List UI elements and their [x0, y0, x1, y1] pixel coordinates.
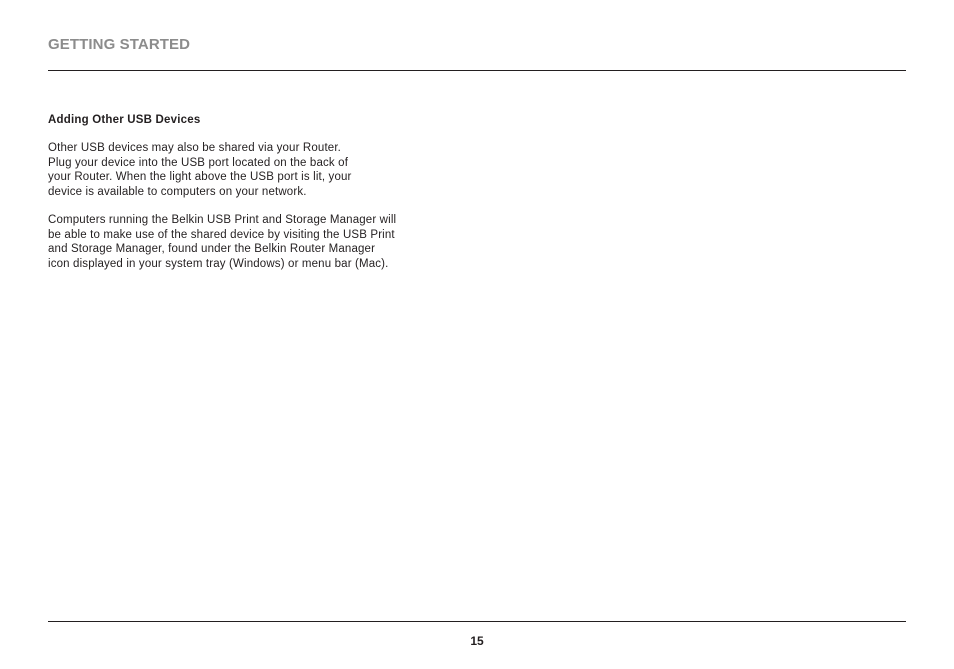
- paragraph-line: Plug your device into the USB port located on the back of: [48, 156, 349, 169]
- paragraph-line: Computers running the Belkin USB Print and Storage Manager will: [48, 214, 397, 226]
- page-number: 15: [470, 634, 484, 648]
- paragraph-line: be able to make use of the shared device by visiting the USB Print: [48, 228, 395, 241]
- paragraph-line: and Storage Manager, found under the Belkin Router Manager: [48, 243, 376, 255]
- paragraph-storage-manager: [48, 213, 448, 271]
- paragraph-line: your Router. When the light above the USB port is lit, your: [48, 171, 352, 183]
- paragraph-usb-sharing: [48, 141, 448, 199]
- footer-divider: [48, 621, 906, 622]
- paragraph-line: device is available to computers on your network.: [48, 185, 307, 198]
- paragraph-line: icon displayed in your system tray (Windows) or menu bar (Mac).: [48, 257, 389, 270]
- section-title: GETTING STARTED: [48, 36, 191, 53]
- main-content: [48, 113, 448, 285]
- subheading: Adding Other USB Devices: [48, 114, 201, 126]
- header-divider: [48, 70, 906, 71]
- paragraph-line: Other USB devices may also be shared via your Router.: [48, 142, 342, 154]
